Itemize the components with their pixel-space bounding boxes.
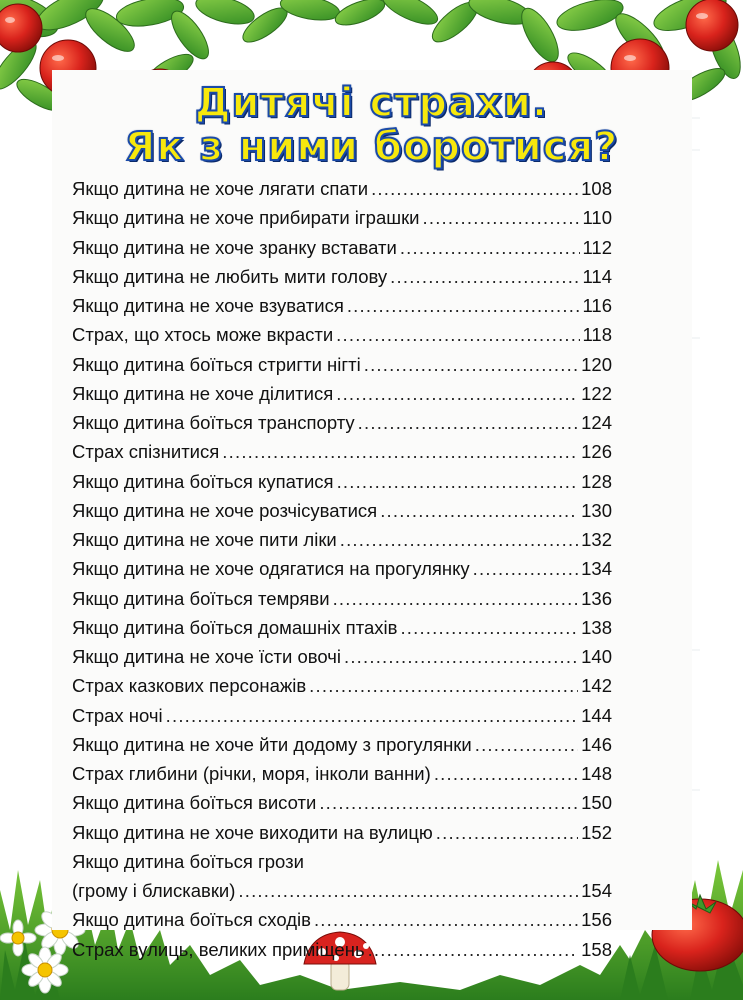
toc-page-number: 134 bbox=[581, 558, 612, 580]
toc-entry-title: Страх глибини (річки, моря, інколи ванни) bbox=[72, 763, 431, 784]
toc-page-number: 148 bbox=[581, 763, 612, 784]
toc-entry bbox=[72, 730, 612, 759]
toc-entry bbox=[72, 642, 612, 671]
toc-entry-title: Якщо дитина не хоче прибирати іграшки bbox=[72, 207, 420, 229]
toc-entry-title: Якщо дитина боїться транспорту bbox=[72, 412, 355, 433]
toc-page-number: 154 bbox=[581, 880, 612, 901]
toc-entry bbox=[72, 408, 612, 437]
toc-entry bbox=[72, 847, 612, 876]
toc-leader-dots bbox=[238, 876, 578, 905]
toc-page-number: 116 bbox=[582, 295, 612, 316]
toc-entry bbox=[72, 759, 612, 788]
toc-page-number: 136 bbox=[581, 587, 612, 609]
toc-entry-title: Якщо дитина не хоче ділитися bbox=[72, 382, 334, 404]
toc-entry bbox=[72, 613, 612, 642]
toc-leader-dots bbox=[473, 554, 578, 583]
toc-entry-title: Страх, що хтось може вкрасти bbox=[72, 324, 334, 346]
toc-entry bbox=[72, 203, 612, 232]
toc-entry-title: Якщо дитина не хоче одягатися на прогулянку bbox=[72, 558, 470, 580]
toc-leader-dots bbox=[340, 525, 578, 554]
toc-page-number: 138 bbox=[581, 616, 612, 638]
toc-leader-dots bbox=[336, 379, 578, 408]
toc-page-number: 110 bbox=[582, 207, 612, 229]
toc-entry-title: Якщо дитина боїться сходів bbox=[72, 909, 311, 931]
toc-entry-title: Якщо дитина боїться стригти нігті bbox=[72, 353, 361, 375]
toc-leader-dots bbox=[319, 788, 578, 817]
toc-page-number: 128 bbox=[581, 470, 612, 492]
page-title-line-2: Як з ними боротися? bbox=[124, 124, 619, 170]
toc-entry bbox=[72, 935, 612, 964]
toc-page-number: 144 bbox=[581, 704, 612, 726]
toc-page-number: 108 bbox=[581, 178, 612, 199]
toc-entry bbox=[72, 174, 612, 203]
toc-leader-dots bbox=[400, 233, 580, 262]
toc-page-number: 142 bbox=[581, 675, 612, 697]
toc-page-number: 152 bbox=[581, 821, 612, 843]
toc-leader-dots bbox=[423, 203, 580, 232]
toc-entry bbox=[72, 233, 612, 262]
toc-entry bbox=[72, 818, 612, 847]
toc-entry bbox=[72, 320, 612, 349]
toc-entry-title: Якщо дитина не хоче виходити на вулицю bbox=[72, 821, 433, 843]
toc-leader-dots bbox=[347, 291, 580, 320]
toc-leader-dots bbox=[434, 759, 578, 788]
apple-icon bbox=[0, 4, 42, 52]
toc-entry-title: Якщо дитина боїться домашніх птахів bbox=[72, 616, 398, 638]
toc-entry bbox=[72, 291, 612, 320]
toc-entry bbox=[72, 467, 612, 496]
toc-entry bbox=[72, 584, 612, 613]
page-title-line-1: Дитячі страхи. bbox=[194, 80, 549, 126]
toc-entry bbox=[72, 671, 612, 700]
toc-page-number: 146 bbox=[581, 733, 612, 755]
toc-entry bbox=[72, 701, 612, 730]
toc-leader-dots bbox=[344, 642, 578, 671]
toc-entry bbox=[72, 876, 612, 905]
toc-entry-title: Страх ночі bbox=[72, 704, 163, 726]
toc-leader-dots bbox=[475, 730, 578, 759]
toc-page-number: 140 bbox=[581, 646, 612, 667]
toc-entry-title: (грому і блискавки) bbox=[72, 880, 236, 901]
toc-entry bbox=[72, 379, 612, 408]
toc-leader-dots bbox=[337, 467, 579, 496]
toc-entry-title: Страх спізнитися bbox=[72, 441, 220, 463]
toc-entry-title: Якщо дитина не хоче пити ліки bbox=[72, 529, 337, 550]
toc-page-number: 112 bbox=[582, 236, 612, 258]
toc-entry-title: Якщо дитина не любить мити голову bbox=[72, 265, 388, 287]
toc-page-number: 158 bbox=[581, 938, 612, 960]
toc-leader-dots bbox=[390, 262, 579, 291]
toc-leader-dots bbox=[314, 905, 578, 934]
toc-leader-dots bbox=[436, 818, 578, 847]
toc-leader-dots bbox=[380, 496, 578, 525]
toc-entry bbox=[72, 262, 612, 291]
toc-page-number: 156 bbox=[581, 909, 612, 931]
table-of-contents bbox=[72, 174, 612, 964]
toc-entry-title: Якщо дитина не хоче розчісуватися bbox=[72, 499, 378, 521]
toc-leader-dots bbox=[166, 701, 578, 730]
toc-leader-dots bbox=[333, 584, 579, 613]
toc-leader-dots bbox=[358, 408, 578, 437]
toc-page-number: 132 bbox=[581, 529, 612, 550]
toc-page-number: 124 bbox=[581, 412, 612, 433]
toc-entry bbox=[72, 496, 612, 525]
toc-entry-title: Якщо дитина не хоче їсти овочі bbox=[72, 646, 341, 667]
toc-leader-dots bbox=[336, 320, 579, 349]
toc-page-number: 114 bbox=[582, 265, 612, 287]
apple-icon bbox=[686, 0, 738, 51]
toc-entry bbox=[72, 554, 612, 583]
toc-entry-title: Якщо дитина не хоче взуватися bbox=[72, 295, 344, 316]
toc-page-number: 130 bbox=[581, 499, 612, 521]
toc-leader-dots bbox=[222, 437, 578, 466]
toc-entry bbox=[72, 350, 612, 379]
toc-entry-title: Якщо дитина боїться висоти bbox=[72, 792, 317, 814]
toc-leader-dots bbox=[368, 935, 579, 964]
toc-entry-title: Страх вулиць, великих приміщень bbox=[72, 938, 365, 960]
toc-leader-dots bbox=[400, 613, 578, 642]
toc-page-number: 120 bbox=[581, 353, 612, 375]
toc-entry-title: Якщо дитина боїться темряви bbox=[72, 587, 330, 609]
toc-page-number: 122 bbox=[581, 382, 612, 404]
toc-page-number: 150 bbox=[581, 792, 612, 814]
toc-entry-title: Якщо дитина не хоче йти додому з прогулянки bbox=[72, 733, 472, 755]
toc-entry-title: Якщо дитина не хоче лягати спати bbox=[72, 178, 369, 199]
toc-page-number: 118 bbox=[582, 324, 612, 346]
toc-page-number: 126 bbox=[581, 441, 612, 463]
toc-entry bbox=[72, 905, 612, 934]
toc-leader-dots bbox=[364, 350, 578, 379]
toc-entry bbox=[72, 788, 612, 817]
toc-entry bbox=[72, 437, 612, 466]
toc-leader-dots bbox=[371, 174, 578, 203]
toc-entry bbox=[72, 525, 612, 554]
toc-entry-title: Якщо дитина боїться купатися bbox=[72, 470, 334, 492]
toc-leader-dots bbox=[309, 671, 578, 700]
toc-entry-title: Якщо дитина боїться грози bbox=[72, 850, 304, 872]
toc-entry-title: Страх казкових персонажів bbox=[72, 675, 307, 697]
toc-entry-title: Якщо дитина не хоче зранку вставати bbox=[72, 236, 397, 258]
